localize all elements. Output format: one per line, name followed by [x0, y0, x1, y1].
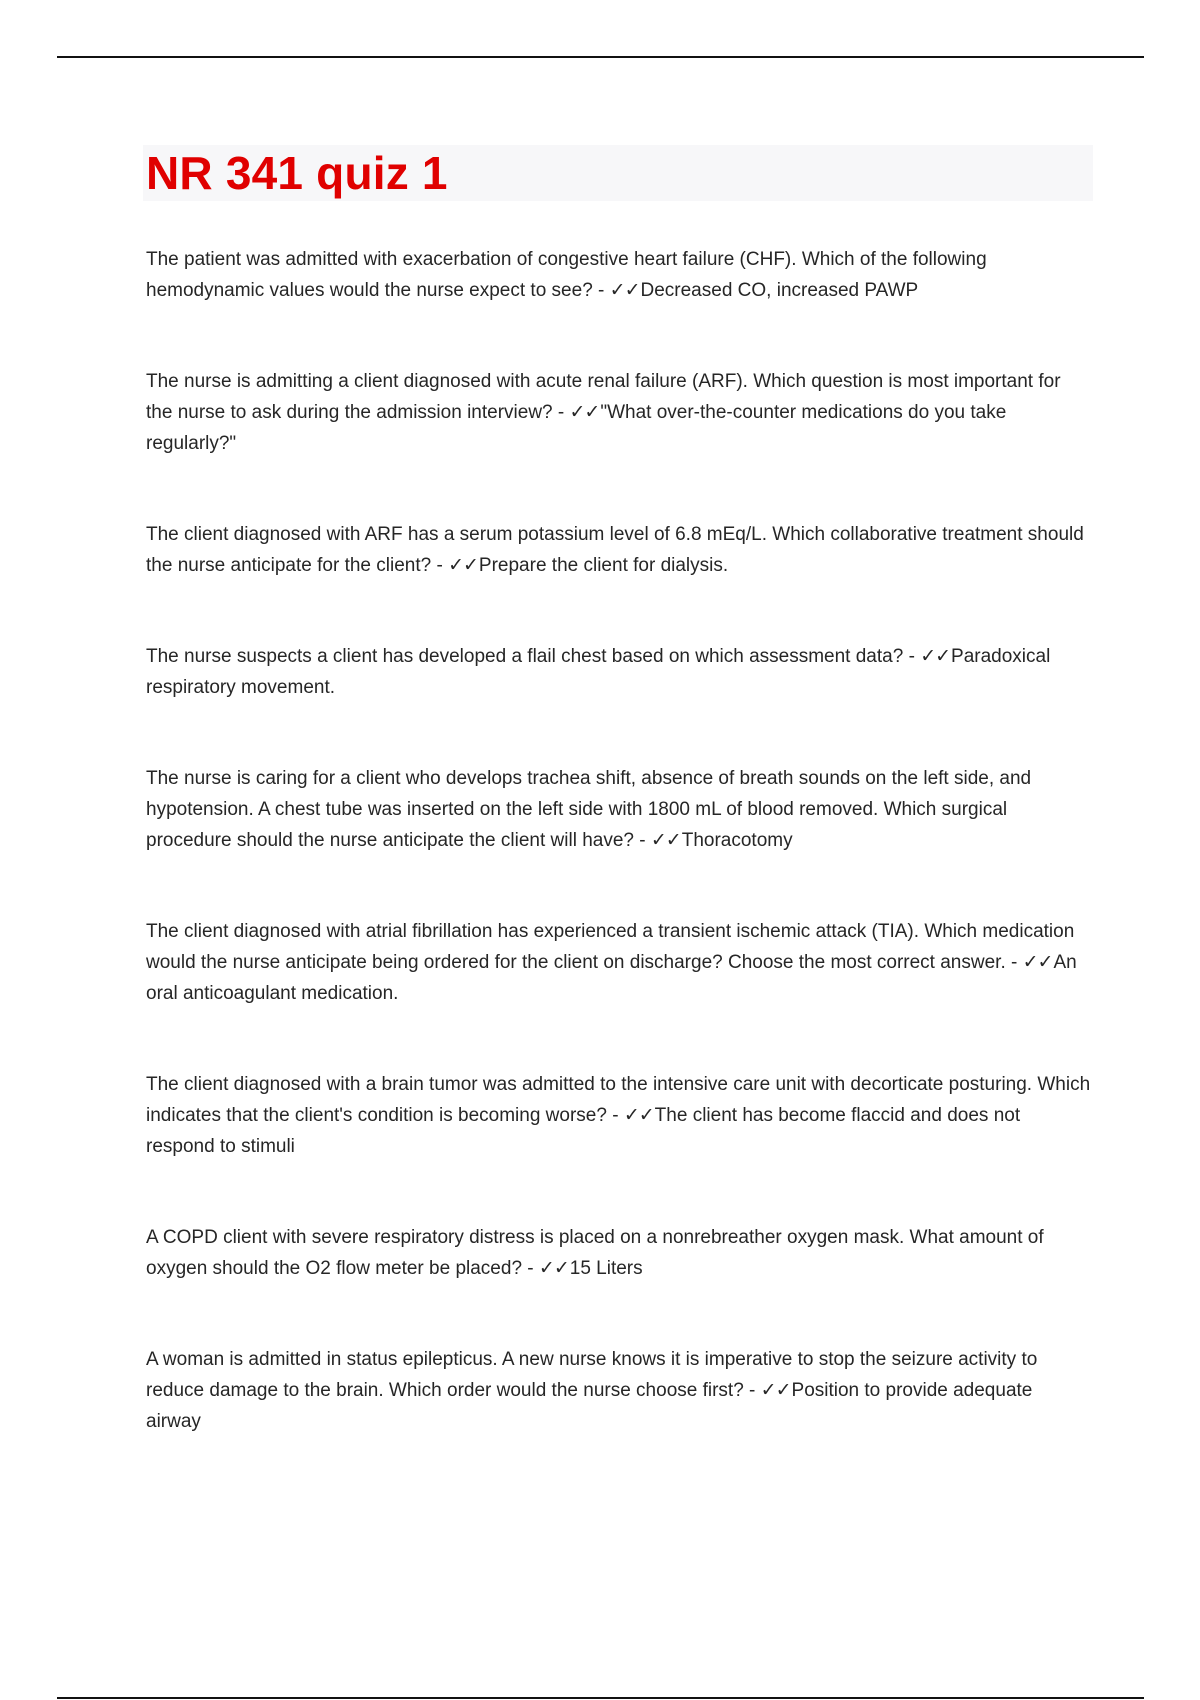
- check-icon: ✓✓: [448, 555, 478, 576]
- check-icon: ✓✓: [609, 280, 640, 301]
- answer-text: Paradoxical respiratory movement.: [146, 646, 1051, 698]
- question-list: [146, 244, 1091, 1497]
- question-item: [146, 366, 1091, 459]
- separator: -: [606, 1105, 624, 1126]
- check-icon: ✓✓: [1022, 952, 1053, 973]
- answer-text: 15 Liters: [569, 1258, 643, 1279]
- question-item: [146, 763, 1091, 856]
- separator: -: [431, 555, 449, 576]
- question-text: The client diagnosed with ARF has a serum potassium level of 6.8 mEq/L. Which collaborative treatment should the nurse anticipate for the client?: [146, 524, 1084, 576]
- answer-text: An oral anticoagulant medication.: [146, 952, 1077, 1004]
- question-text: The nurse suspects a client has developed a flail chest based on which assessment data?: [146, 646, 904, 667]
- question-text: The client diagnosed with atrial fibrillation has experienced a transient ischemic attack (TIA). Which medication would the nurse anticipate being ordered for the client on discharge? Choose the most correct answer.: [146, 921, 1075, 973]
- check-icon: ✓✓: [623, 1105, 654, 1126]
- check-icon: ✓✓: [538, 1258, 569, 1279]
- answer-text: The client has become flaccid and does not respond to stimuli: [146, 1105, 1021, 1157]
- check-icon: ✓✓: [760, 1380, 791, 1401]
- question-item: [146, 641, 1091, 703]
- answer-text: Decreased CO, increased PAWP: [640, 280, 919, 301]
- question-item: [146, 1344, 1091, 1437]
- separator: -: [1005, 952, 1023, 973]
- answer-text: Position to provide adequate airway: [146, 1380, 1033, 1432]
- question-text: The nurse is admitting a client diagnosed with acute renal failure (ARF). Which question is most important for the nurse to ask during the admission interview?: [146, 371, 1061, 423]
- top-rule: [57, 56, 1144, 58]
- question-item: [146, 1069, 1091, 1162]
- separator: -: [743, 1380, 761, 1401]
- page-title: NR 341 quiz 1: [146, 147, 448, 199]
- separator: -: [903, 646, 921, 667]
- question-item: [146, 1222, 1091, 1284]
- check-icon: ✓✓: [569, 402, 600, 423]
- question-item: [146, 244, 1091, 306]
- separator: -: [633, 830, 651, 851]
- check-icon: ✓✓: [650, 830, 681, 851]
- question-text: The patient was admitted with exacerbation of congestive heart failure (CHF). Which of the following hemodynamic values would the nurse expect to see?: [146, 249, 987, 301]
- bottom-rule: [57, 1697, 1144, 1699]
- check-icon: ✓✓: [920, 646, 951, 667]
- answer-text: "What over-the-counter medications do you take regularly?": [146, 402, 1007, 454]
- answer-text: Thoracotomy: [681, 830, 793, 851]
- question-text: A woman is admitted in status epilepticus. A new nurse knows it is imperative to stop the seizure activity to reduce damage to the brain. Which order would the nurse choose first?: [146, 1349, 1038, 1401]
- question-text: The client diagnosed with a brain tumor was admitted to the intensive care unit with decorticate posturing. Which indicates that the client's condition is becoming worse?: [146, 1074, 1091, 1126]
- question-item: [146, 519, 1091, 581]
- question-item: [146, 916, 1091, 1009]
- question-text: A COPD client with severe respiratory distress is placed on a nonrebreather oxygen mask. What amount of oxygen should the O2 flow meter be placed?: [146, 1227, 1044, 1279]
- answer-text: Prepare the client for dialysis.: [478, 555, 729, 576]
- separator: -: [552, 402, 570, 423]
- separator: -: [522, 1258, 539, 1279]
- separator: -: [592, 280, 610, 301]
- question-text: The nurse is caring for a client who develops trachea shift, absence of breath sounds on the left side, and hypotension. A chest tube was inserted on the left side with 1800 mL of blood removed. Which surgical procedure should the nurse anticipate the client will have?: [146, 768, 1032, 851]
